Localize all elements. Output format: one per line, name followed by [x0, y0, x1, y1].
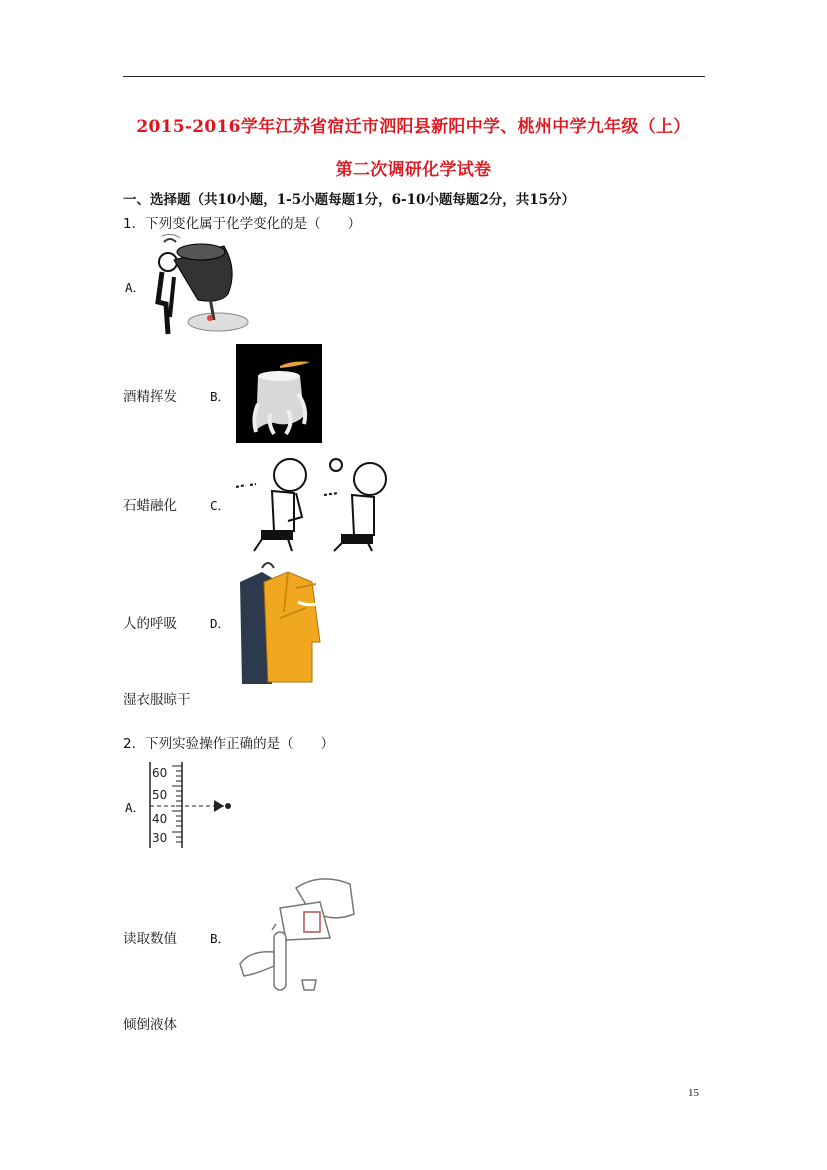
drying-clothes-icon [234, 558, 324, 684]
question-1-stem: 1．下列变化属于化学变化的是（ ） [123, 216, 362, 232]
q2-option-b-caption: 倾倒液体 [123, 1017, 177, 1033]
header-rule [123, 76, 705, 77]
q1-option-a-caption: 酒精挥发 [123, 389, 177, 405]
q1-option-a-letter: A． [125, 280, 146, 295]
q1-option-d-caption: 湿衣服晾干 [123, 692, 191, 708]
q1-option-b-caption: 石蜡融化 [123, 498, 177, 514]
q2-option-b-letter: B． [210, 931, 231, 946]
q2-option-a-caption: 读取数值 [123, 931, 177, 947]
q2-option-a-letter: A． [125, 800, 146, 815]
alcohol-cup-icon [146, 232, 250, 340]
scale-label-60: 60 [152, 766, 168, 780]
page-number: 15 [688, 1087, 699, 1099]
q1-option-b-letter: B． [210, 389, 231, 404]
section-heading: 一、选择题（共10小题，1-5小题每题1分，6-10小题每题2分，共15分） [123, 192, 576, 208]
breathing-man-icon [232, 449, 394, 553]
question-2-stem: 2．下列实验操作正确的是（ ） [123, 736, 335, 752]
scale-label-30: 30 [152, 831, 168, 845]
q1-option-d-letter: D． [210, 616, 231, 631]
graduated-cylinder-icon [144, 760, 234, 850]
q1-option-c-letter: C． [210, 498, 231, 513]
exam-title-line2: 第二次调研化学试卷 [335, 160, 492, 180]
scale-label-40: 40 [152, 812, 168, 826]
exam-title-line1: 2015-2016学年江苏省宿迁市泗阳县新阳中学、桃州中学九年级（上） [136, 117, 691, 137]
q1-option-c-caption: 人的呼吸 [123, 616, 177, 632]
pouring-liquid-icon [236, 868, 360, 1000]
scale-label-50: 50 [152, 788, 168, 802]
melting-candle-icon [236, 344, 322, 443]
